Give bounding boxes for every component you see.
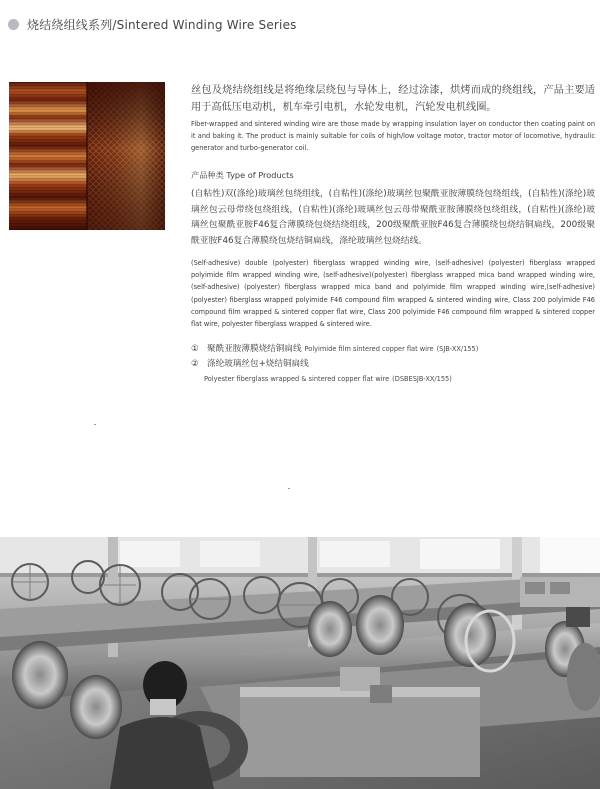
product-1-name-cn: 聚酰亚胺薄膜烧结铜扁线 [207,344,302,354]
product-1-model: (SJB-XX/155) [436,345,479,353]
product-2-model: (DSBESJB-XX/155) [392,375,452,383]
product-list [191,342,595,386]
product-item-1 [191,342,595,357]
header-bullet-icon [8,19,19,30]
types-heading: 产品种类 Type of Products [191,170,294,180]
copper-wire-photo [9,82,165,230]
types-english-text: (Self-adhesive) double (polyester) fiberglass wrapped winding wire, (self-adhesive) (polyester) fiberglass wrapped polyimide film wrapped winding wire, (self-adhesive)(polyester) fiberglass wrapped mica band wrapped winding wire, (self-adhesive) (polyester) fiberglass wrapped mica band and polyimide film wrapped winding wire,(self-adhesive)(polyester) fiberglass wrapped polyimide F46 compound film wrapped & sintered winding wire, Class 200 polyimide F46 compound film wrapped & sintered copper flat wire, Class 200 polyimide F46 compound film wrapped & sintered copper flat wire, polyester fiberglass wrapped & sintered wire. [191,259,595,329]
product-2-marker: ② [191,359,199,369]
factory-floor-photo [0,537,600,789]
product-item-2 [191,357,595,386]
scan-mark [94,424,96,425]
types-chinese-text: (自粘性)双(涤纶)玻璃丝包绕组线，(自粘性)(涤纶)玻璃丝包聚酰亚胺薄膜绕包绕组线，(自粘性)(涤纶)玻璃丝包云母带绕包绕组线，(自粘性)(涤纶)玻璃丝包云母带聚酰亚胺薄膜绕包绕组线，(自粘性)(涤纶)玻璃丝包聚酰亚胺F46复合薄膜绕包烧结绕组线，200级聚酰亚胺F46复合薄膜绕包烧结铜扁线，200级聚酰亚胺F46复合薄膜绕包烧结铜扁线，涤纶玻璃丝包烧结线。 [191,189,595,246]
product-1-marker: ① [191,344,199,354]
intro-english-text: Fiber-wrapped and sintered winding wire are those made by wrapping insulation layer on conductor then coating paint on it and baking it. The product is mainly suitable for coils of high/low voltage motor, tractor motor of locomotive, hydraulic generator and turbo-generator coil. [191,120,595,152]
scan-mark [288,488,290,489]
page-title: 烧结绕组线系列/Sintered Winding Wire Series [27,18,297,32]
product-2-name-en: Polyester fiberglass wrapped & sintered copper flat wire [204,375,390,383]
intro-chinese-text: 丝包及烧结绕组线是将绝缘层绕包与导体上，经过涂漆，烘烤而成的绕组线，产品主要适用于高低压电动机，机车牵引电机，水轮发电机，汽轮发电机线圈。 [191,85,595,113]
product-1-name-en: Polyimide film sintered copper flat wire [304,345,434,353]
page-header [0,0,600,44]
product-2-name-cn: 涤纶玻璃丝包+烧结铜扁线 [207,359,309,369]
